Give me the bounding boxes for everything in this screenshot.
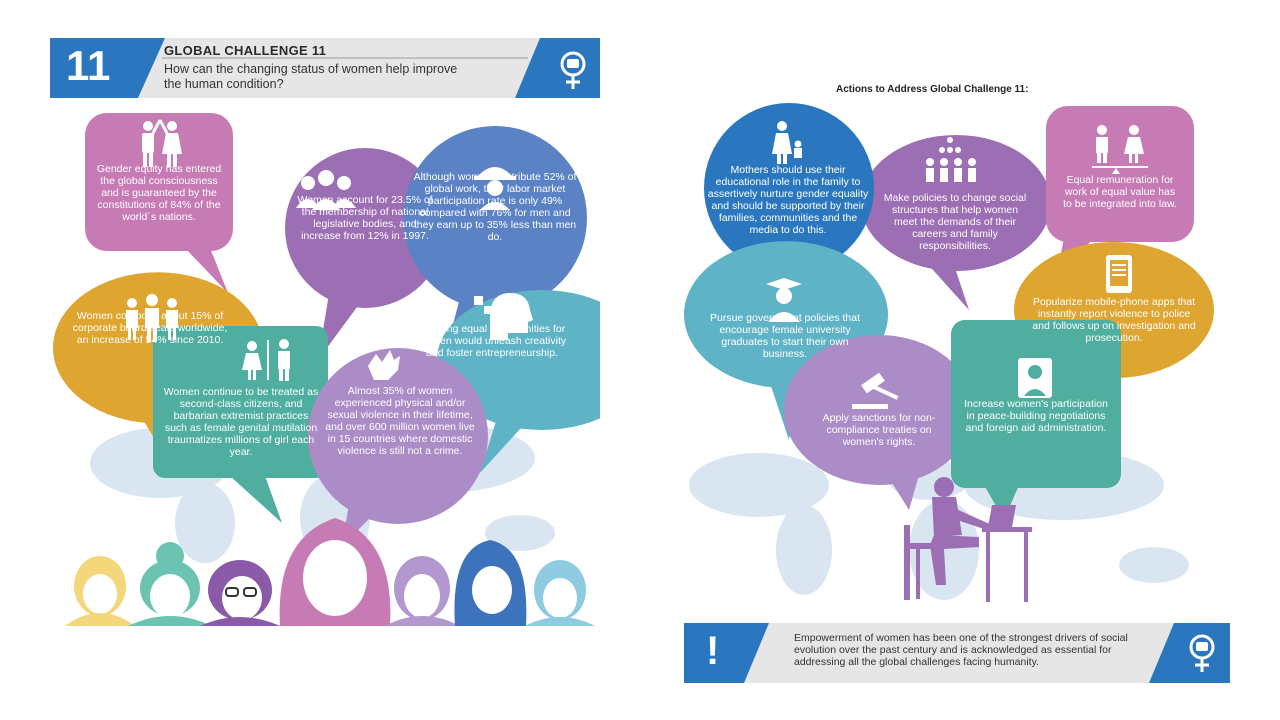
bubble-text-legislative: Women account for 23.5% of the membership of national legislative bodies, and increase from 12% in 1997. [297, 194, 433, 242]
woman-face-blue [454, 540, 526, 626]
challenge-question: How can the changing status of women help improve the human condition? [164, 62, 458, 91]
bubble-text-peace: Increase women's participation in peace-building negotiations and foreign aid administration. [964, 398, 1108, 434]
challenge-title: GLOBAL CHALLENGE 11 [164, 43, 327, 58]
female-symbol-fist-icon [555, 50, 591, 90]
bubble-text-global-work: Although women contribute 52% of global work, their labor market participation rate is only 49% compared with 76% for men and they earn up to 35% less than men do. [413, 171, 577, 243]
right-panel [684, 80, 1230, 684]
female-symbol-fist-icon [1184, 633, 1220, 673]
footer-banner [684, 623, 1230, 683]
woman-face-teal [128, 542, 212, 626]
bubble-text-policies: Make policies to change social structures that help women meet the demands of their careers and family responsibilities. [883, 192, 1027, 252]
woman-face-pink [280, 518, 391, 626]
woman-face-yellow [65, 556, 135, 626]
left-panel [50, 38, 600, 628]
woman-face-lightblue [525, 560, 595, 626]
challenge-header [50, 38, 600, 98]
actions-title: Actions to Address Global Challenge 11: [836, 84, 1029, 95]
bubble-text-apps: Popularize mobile-phone apps that instantly report violence to police and follows up on investigation and prosecution. [1032, 296, 1196, 344]
woman-face-lavender [385, 556, 460, 626]
bubble-text-gender-equity: Gender equity has entered the global consciousness and is guaranteed by the constitutions of 84% of the world´s nations. [96, 163, 222, 223]
bubble-text-remuneration: Equal remuneration for work of equal value has to be integrated into law. [1063, 174, 1177, 210]
bubble-text-corporate: Women compose about 15% of corporate board seats worldwide, an increase of 54% since 2010. [72, 310, 228, 346]
woman-portrait-icon [1018, 358, 1052, 398]
bubble-text-mothers: Mothers should use their educational role in the family to assertively nurture gender equality and should be supported by their families, communities and the media to do this. [707, 164, 869, 236]
bubble-text-sanctions: Apply sanctions for non-compliance treaties on women's rights. [822, 412, 936, 448]
bubble-text-graduates: Pursue government policies that encourage female university graduates to start their own business. [710, 312, 860, 360]
woman-face-glasses [200, 560, 280, 626]
women-faces-illustration [60, 508, 600, 626]
footer-exclamation: ! [706, 629, 720, 673]
mobile-phone-icon [1106, 255, 1132, 293]
woman-at-laptop-illustration [884, 475, 1044, 605]
footer-text: Empowerment of women has been one of the strongest drivers of social evolution over the past century and is acknowledged as essential for addressing all the global challenges facing humanity. [794, 632, 1128, 668]
challenge-number: 11 [66, 42, 111, 89]
bubble-text-second-class: Women continue to be treated as second-class citizens, and barbarian extremist practices such as female genital mutilation traumatizes millions of girl each year. [163, 386, 319, 458]
bubble-text-violence: Almost 35% of women experienced physical and/or sexual violence in their lifetime, and over 600 million women live in 15 countries where domestic violence is still not a crime. [325, 385, 475, 457]
bubble-text-creativity: Creating equal opportunities for women would unleash creativity and foster entrepreneurship. [417, 323, 567, 359]
